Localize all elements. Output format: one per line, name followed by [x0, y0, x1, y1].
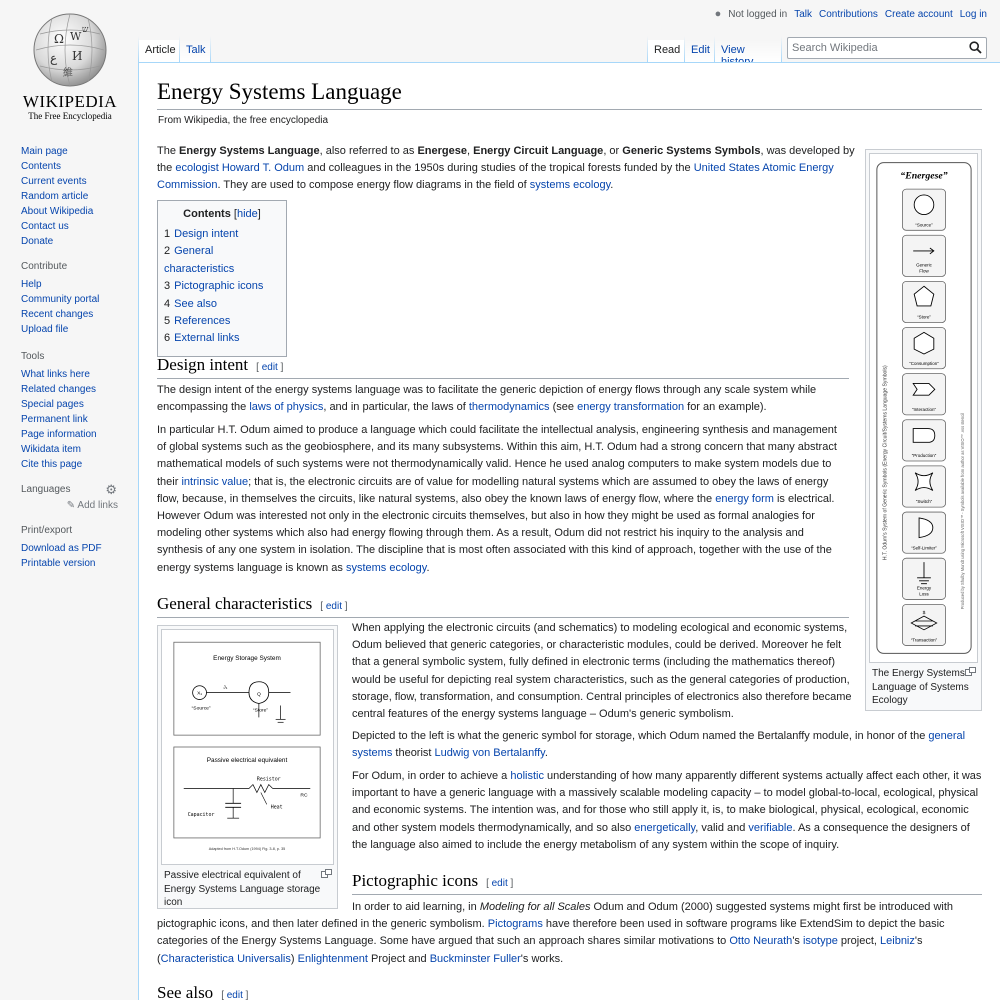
text: and colleagues in the 1950s during studies of the tropical forests funded by the [304, 162, 694, 175]
text: In particular H.T. Odum aimed to produce a language which could facilitate the intellectual analysis, engineering synthesis and management of global systems such as the geobiosphere, and its many subsystems. Within this aim, H.T. Odum had a strong concern that many abstract mathematical models of such systems were not thermodynamically valid. Hence he used analog computers to make system models due to their [157, 424, 837, 488]
toc-item[interactable] [164, 330, 280, 347]
general-paragraph-3 [352, 768, 982, 854]
sidebar-contribute-item-label: Recent changes [21, 309, 94, 320]
pictograms-link[interactable]: Pictograms [487, 918, 543, 931]
energese-symbol-label: “Interaction” [911, 406, 936, 412]
text: , or [603, 145, 623, 157]
user-icon: ● [714, 8, 722, 20]
wikipedia-globe-icon [30, 10, 110, 90]
sidebar-navigation [21, 144, 131, 249]
ecologist-link[interactable]: ecologist [175, 162, 219, 175]
laws-of-physics-link[interactable]: laws of physics [249, 401, 324, 414]
toc-item[interactable] [164, 243, 280, 278]
site-subtitle: From Wikipedia, the free encyclopedia [158, 115, 329, 126]
energese-symbol [902, 512, 945, 553]
languages-heading [21, 484, 131, 495]
design-paragraph-2 [157, 422, 849, 577]
sidebar-contribute-item[interactable] [21, 292, 131, 307]
energese-symbol-shape [913, 429, 935, 443]
edit-section: [ edit ] [221, 990, 249, 1000]
toc-item-label: External links [174, 332, 240, 345]
sidebar-nav-item[interactable] [21, 234, 131, 249]
store-q-label: Q [256, 692, 261, 698]
resistor-label: Resistor [256, 776, 281, 783]
section-heading-see-also [157, 983, 982, 1000]
text: for an example). [684, 401, 767, 414]
energese-symbol [902, 189, 945, 230]
toc-title [164, 208, 280, 220]
personal-tools [715, 8, 987, 20]
energetically-link[interactable]: energetically [634, 821, 696, 834]
heading-text: See also [157, 983, 214, 1000]
sidebar-tools-item[interactable] [21, 457, 131, 472]
isotype-link[interactable]: isotype [802, 935, 838, 948]
holistic-link[interactable]: holistic [510, 770, 544, 782]
tab-read[interactable]: Read [648, 40, 684, 62]
svg-text:W: W [70, 30, 82, 43]
tools-heading: Tools [21, 351, 45, 362]
caption-text: The Energy Systems Language of Systems Ecology [872, 668, 969, 706]
enlarge-icon[interactable] [321, 869, 332, 878]
text: is electrical. However Odum was interested not only in the electronic circuits themselves, but also in how they might be used as formal analogies for modeling other systems which also had energy flowing through them. As a result, Odum did not restrict his inquiry to the analysis and synthesis of any one system in isolation. The discipline that is most often associated with this kind of approach, together with the use of the energy systems language is known as [157, 492, 835, 574]
text: , was developed by the [157, 145, 855, 175]
section-heading-design-intent [157, 355, 849, 379]
storage-credit: Adapted from H.T.Odum (1994) Fig. 3-8, p. 35 [208, 846, 286, 851]
create-account-link[interactable]: Create account [884, 8, 953, 20]
energese-symbol-shape [914, 195, 934, 215]
text: The design intent of the energy systems language was to facilitate the generic depiction of energy flows through any scale system while encompassing the [157, 384, 817, 414]
page-title: Energy Systems Language [157, 79, 982, 110]
energese-symbols-diagram[interactable] [869, 153, 978, 663]
sidebar-tools [21, 351, 131, 472]
sidebar-print-item-label: Download as PDF [21, 543, 102, 554]
logo-wordmark: WIKIPEDIA [22, 92, 118, 111]
sidebar-tools-item-label: Cite this page [21, 459, 83, 470]
source-x-label: X₁ [197, 691, 203, 697]
bold-term: Energese [417, 145, 467, 157]
store-label: “Store” [252, 708, 269, 714]
bold-term: Generic Systems Symbols [622, 145, 761, 157]
toc-item[interactable] [164, 313, 280, 330]
caption-text: Passive electrical equivalent of Energy Systems Language storage icon [164, 870, 321, 908]
sidebar-languages [21, 484, 131, 511]
sidebar-nav-item[interactable] [21, 144, 131, 159]
energese-symbol-label: Generic [916, 262, 932, 268]
add-links-link[interactable] [21, 500, 131, 511]
source-label: “Source” [191, 706, 211, 712]
energese-symbol-label: “Consumption” [909, 360, 939, 366]
howard-odum-link[interactable]: Howard T. Odum [221, 162, 305, 175]
svg-text:ع: ع [50, 51, 58, 65]
energese-title: “Energese” [900, 170, 948, 182]
energy-transformation-link[interactable]: energy transformation [577, 401, 685, 414]
svg-text:ש: ש [82, 25, 89, 35]
text: Project and [367, 952, 430, 965]
buckminster-fuller-link[interactable]: Buckminster Fuller [429, 952, 521, 965]
energese-symbol [902, 328, 945, 369]
tab-article[interactable]: Article [139, 40, 179, 62]
toc-item-number: 3 [164, 280, 171, 293]
verifiable-link[interactable]: verifiable [748, 821, 793, 834]
transaction-mark: $ [922, 611, 926, 617]
storage-top-title: Energy Storage System [213, 655, 281, 663]
flow-j-label: J₁ [223, 685, 228, 691]
sidebar-contribute-item[interactable] [21, 322, 131, 337]
edit-section-link[interactable]: edit [491, 878, 508, 889]
energese-symbol [902, 604, 945, 645]
energese-left-vertical-text: H.T. Odum's System of Generic Symbols (Energy Circuit/Systems Language Symbols) [882, 365, 889, 561]
wikipedia-logo[interactable] [20, 10, 120, 121]
text: , [466, 145, 474, 157]
sidebar-tools-item[interactable] [21, 367, 131, 382]
energese-symbol-label: Flow [919, 268, 929, 274]
ludwig-von-bertalanffy-link[interactable]: Ludwig von Bertalanffy [434, 747, 545, 760]
sidebar-nav-item-label: About Wikipedia [21, 206, 94, 217]
bold-term: Energy Systems Language [179, 145, 320, 157]
toc-item[interactable] [164, 296, 280, 313]
sidebar-contribute-item[interactable] [21, 277, 131, 292]
log-in-link[interactable]: Log in [959, 8, 987, 20]
sidebar-nav-item[interactable] [21, 159, 131, 174]
energese-symbol-label: “Switch” [915, 499, 933, 505]
sidebar-contribute-item[interactable] [21, 307, 131, 322]
lead-paragraph [157, 143, 857, 195]
sidebar-contribute-item-label: Community portal [21, 294, 100, 305]
text: 's ( [157, 935, 923, 965]
sidebar-tools-item[interactable] [21, 442, 131, 457]
energese-symbol-label: “Store” [917, 314, 931, 320]
toc-item[interactable] [164, 226, 280, 243]
text: Odum and Odum (2000) suggested systems might first be introduced with pictographic icons, and then later defined in the generic symbolism. [157, 901, 954, 931]
sidebar-tools-item-label: Wikidata item [21, 444, 82, 455]
energese-symbol-label: “Source” [915, 222, 933, 228]
svg-text:維: 維 [63, 68, 73, 79]
sidebar-nav-item[interactable] [21, 219, 131, 234]
sidebar-tools-item-label: Permanent link [21, 414, 88, 425]
energese-symbol [902, 374, 945, 415]
talk-link[interactable]: Talk [794, 8, 812, 20]
text: theorist [392, 747, 435, 760]
toc-item-label: Design intent [174, 228, 239, 240]
energy-form-link[interactable]: energy form [715, 492, 774, 505]
capacitor-label: Capacitor [187, 812, 215, 819]
sidebar-tools-item[interactable] [21, 397, 131, 412]
heading-text: Design intent [157, 355, 249, 374]
enlarge-icon[interactable] [965, 667, 976, 676]
text: . They are used to compose energy flow diagrams in the field of [217, 179, 530, 192]
toc-item-label: References [174, 315, 231, 328]
energese-symbol [902, 466, 945, 507]
toc-hide-link[interactable]: hide [236, 208, 258, 220]
sidebar-tools-item-label: Related changes [21, 384, 97, 395]
contribute-heading: Contribute [21, 261, 68, 272]
section-heading-pictographic-icons [352, 871, 982, 895]
toc-item-number: 4 [164, 297, 171, 310]
section-heading-general-characteristics [157, 594, 849, 618]
tab-view-history[interactable]: View [715, 40, 781, 62]
sidebar-tools-item-label: What links here [21, 369, 90, 380]
logo-tagline: The Free Encyclopedia [28, 111, 112, 121]
toc-item-number: 1 [164, 228, 171, 240]
toc-item-label: General characteristics [164, 245, 235, 275]
general-paragraph-1 [352, 620, 852, 723]
toc-item-number: 5 [164, 315, 171, 328]
gear-icon[interactable]: ⚙ [105, 482, 117, 497]
sidebar-print-item-label: Printable version [21, 558, 96, 569]
toc-item[interactable] [164, 278, 280, 295]
edit-section-link[interactable]: edit [226, 990, 243, 1000]
rc-label: RC [300, 793, 308, 799]
sidebar-nav-item-label: Main page [21, 146, 68, 157]
energese-symbol [902, 235, 945, 276]
text: 's works. [520, 952, 564, 965]
design-paragraph-1 [157, 382, 849, 416]
text: understanding of how many apparently different systems actually affect each other, it was important to have a generic language with a massively scalable modeling capacity – to model global-to-local, ecological, physical and economic systems. The intention was, and for those who still apply it, is, to make biological, physical, ecological, economic and other system models thermodynamically, and so also [352, 770, 982, 834]
sidebar-contribute-item-label: Help [21, 279, 42, 290]
toc-item-label: Pictographic icons [174, 280, 264, 293]
text: , and in particular, the laws of [323, 401, 469, 414]
sidebar-nav-item[interactable] [21, 189, 131, 204]
text: . [610, 179, 614, 192]
heading-text: Pictographic icons [352, 871, 479, 890]
leibniz-link[interactable]: Leibniz [880, 935, 915, 948]
pencil-icon: ✎ [66, 500, 76, 511]
sidebar-tools-item[interactable] [21, 382, 131, 397]
general-paragraph-2 [352, 728, 972, 762]
tab-separator [210, 36, 211, 62]
energese-symbol-label: “Production” [911, 453, 937, 459]
sidebar-tools-item[interactable] [21, 427, 131, 442]
search-input[interactable] [788, 38, 958, 58]
heat-label: Heat [270, 804, 283, 811]
svg-text:И: И [72, 49, 83, 63]
table-of-contents [157, 200, 287, 357]
text: For Odum, in order to achieve a [352, 770, 511, 782]
infobox-caption [869, 663, 978, 710]
search-icon[interactable] [969, 41, 982, 54]
characteristica-universalis-link[interactable]: Characteristica Universalis [160, 952, 291, 965]
edit-section-link[interactable]: edit [261, 362, 278, 373]
text: . As a consequence the designers of the language also aimed to include the energy metabolism of any system within the scope of inquiry. [352, 821, 970, 851]
edit-section: [ edit ] [320, 601, 348, 612]
energese-symbol-label: “Transaction” [910, 637, 938, 643]
toc-heading: Contents [183, 208, 231, 220]
tab-separator [781, 36, 782, 62]
toc-hide-toggle[interactable]: [hide] [233, 208, 261, 220]
sidebar-nav-item-label: Contact us [21, 221, 69, 232]
edit-section-link[interactable]: edit [325, 601, 342, 612]
sidebar-contribute-item-label: Upload file [21, 324, 69, 335]
sidebar-contribute [21, 261, 131, 337]
text: (see [549, 401, 578, 414]
energy-storage-diagram[interactable] [161, 629, 334, 865]
add-links-label: Add links [77, 500, 118, 511]
thermodynamics-link[interactable]: thermodynamics [468, 401, 550, 414]
text: , also referred to as [319, 145, 418, 157]
storage-bottom-title: Passive electrical equivalent [206, 756, 288, 764]
aec-link[interactable]: United States Atomic Energy Commission [157, 162, 834, 192]
sidebar-tools-item-label: Page information [21, 429, 97, 440]
sidebar-nav-item-label: Current events [21, 176, 87, 187]
sidebar-print-item[interactable] [21, 541, 131, 556]
print-heading: Print/export [21, 525, 73, 536]
text: Depicted to the left is what the generic symbol for storage, which Odum named the Bertalanffy module, in honor of the [352, 730, 929, 742]
text: , valid and [695, 821, 749, 834]
text: . [426, 561, 430, 574]
sidebar-nav-item-label: Random article [21, 191, 89, 202]
sidebar-nav-item-label: Donate [21, 236, 54, 247]
text: When applying the electronic circuits (and schematics) to modeling ecological and economic systems, Odum believed that generic categories, or characteristic modules, could be derived. Moreover he felt that a general symbolic system, fully defined in electronic terms (including the mathematics thereof) would be useful for depicting real system characteristics, such as the general categories of production, storage, flow, transformation, and consumption. Central principles of electronics also therefore became central features of the energy systems language – Odum's generic symbolism. [352, 622, 852, 721]
systems-ecology-link[interactable]: systems ecology [345, 561, 427, 574]
intrinsic-value-link[interactable]: intrinsic value [181, 475, 249, 488]
bold-term: Energy Circuit Language [473, 145, 604, 157]
italic-title: Modeling for all Scales [479, 901, 591, 913]
tab-edit[interactable]: Edit [685, 40, 714, 62]
otto-neurath-link[interactable]: Otto Neurath [729, 935, 793, 948]
text: have therefore been used in software programs like ExtendSim to depict the basic categories of the Energy Systems Language. Some have argued that such an approach shares similar motivations to [157, 918, 945, 948]
contributions-link[interactable]: Contributions [819, 8, 878, 20]
energese-symbol [902, 281, 945, 322]
text: 's [792, 935, 803, 948]
text: ) [290, 952, 298, 965]
toc-item-label: See also [174, 297, 217, 310]
svg-text:Ω: Ω [54, 32, 64, 46]
enlightenment-link[interactable]: Enlightenment [297, 952, 368, 965]
general-systems-link[interactable]: general systems [352, 730, 966, 760]
systems-ecology-link[interactable]: systems ecology [529, 179, 611, 192]
sidebar-nav-item[interactable] [21, 204, 131, 219]
heading-text: General characteristics [157, 594, 313, 613]
tab-talk[interactable]: Talk [180, 40, 210, 62]
sidebar-print [21, 525, 131, 571]
edit-section: [ edit ] [486, 878, 514, 889]
energese-symbol-shape [915, 473, 933, 491]
toc-item-number: 2 [164, 245, 171, 258]
energese-right-vertical-text: Produced by Shulby Mundt using Microsoft VISIO™ - Symbols available from author as VISIO™ .vss stencil [960, 413, 966, 610]
search-box [787, 37, 987, 59]
toc-item-number: 6 [164, 332, 171, 345]
text: . [544, 747, 548, 760]
text: In order to aid learning, in [352, 901, 480, 913]
energese-symbol [902, 420, 945, 461]
not-logged-in-label: Not logged in [728, 8, 788, 20]
edit-section: [ edit ] [256, 362, 284, 373]
text: ; that is, the electronic circuits are of value for modelling natural systems which are assumed to obey the laws of energy flow, because, in themselves the circuits, like natural systems, also obey the known laws of energy flow, where the [157, 475, 829, 505]
sidebar-nav-item[interactable] [21, 174, 131, 189]
sidebar-nav-item-label: Contents [21, 161, 62, 172]
energese-symbol-label: “Self-Limiter” [911, 545, 937, 551]
languages-heading-label: Languages [21, 484, 71, 495]
energese-symbol [902, 558, 945, 599]
pictographic-paragraph [157, 899, 982, 968]
energese-infobox [865, 149, 982, 711]
text: project, [837, 935, 881, 948]
energese-symbol-label: Loss [919, 591, 929, 597]
sidebar-tools-item-label: Special pages [21, 399, 84, 410]
storage-thumbnail [157, 625, 338, 909]
content-area [138, 62, 1000, 1000]
sidebar-tools-item[interactable] [21, 412, 131, 427]
energese-symbol-label: Energy [916, 585, 932, 591]
text: The [157, 145, 180, 157]
sidebar-print-item[interactable] [21, 556, 131, 571]
